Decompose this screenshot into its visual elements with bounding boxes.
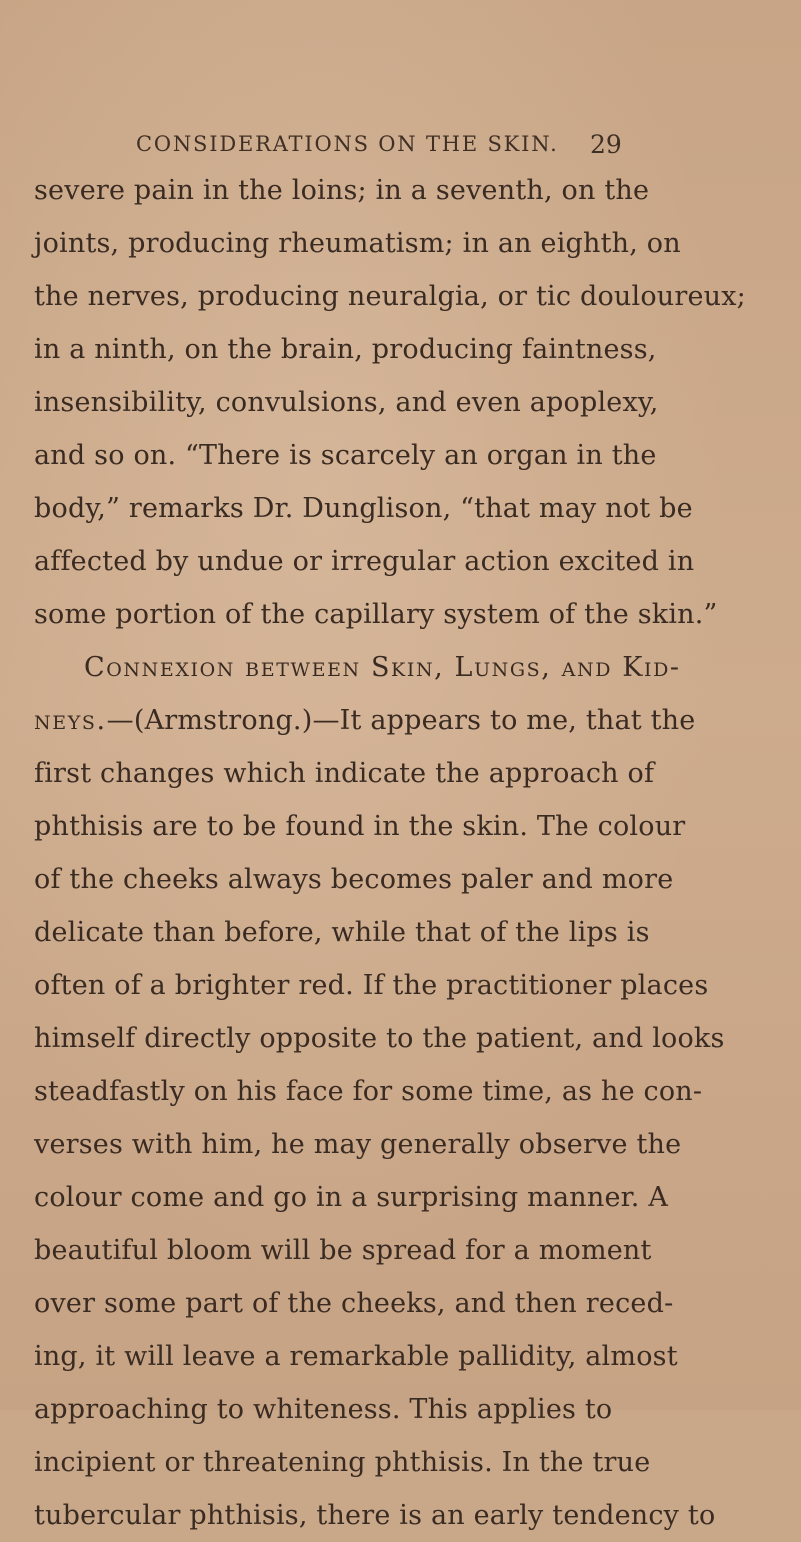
text-line: joints, producing rheumatism; in an eighth, on xyxy=(34,228,681,259)
text-line: insensibility, convulsions, and even apoplexy, xyxy=(34,387,659,418)
text-line: incipient or threatening phthisis. In the true xyxy=(34,1447,651,1478)
text-line: over some part of the cheeks, and then reced- xyxy=(34,1288,674,1319)
text-line: delicate than before, while that of the lips is xyxy=(34,917,650,948)
text-line: verses with him, he may generally observe the xyxy=(34,1129,682,1160)
text-line: beautiful bloom will be spread for a moment xyxy=(34,1235,652,1266)
text-line: severe pain in the loins; in a seventh, on the xyxy=(34,175,650,206)
text-line-continuation: —(Armstrong.)—It appears to me, that the xyxy=(106,705,696,736)
text-line: first changes which indicate the approach of xyxy=(34,758,655,789)
section-heading: Connexion between Skin, Lungs, and Kid- xyxy=(84,652,681,683)
text-line xyxy=(34,694,696,747)
running-title: CONSIDERATIONS ON THE SKIN. xyxy=(136,132,559,156)
text-line: some portion of the capillary system of the skin.” xyxy=(34,599,718,630)
text-line: and so on. “There is scarcely an organ in the xyxy=(34,440,657,471)
body-text xyxy=(34,164,746,1542)
text-line: often of a brighter red. If the practitioner places xyxy=(34,970,709,1001)
text-line: himself directly opposite to the patient, and looks xyxy=(34,1023,725,1054)
text-line: phthisis are to be found in the skin. The colour xyxy=(34,811,686,842)
text-line: colour come and go in a surprising manner. A xyxy=(34,1182,669,1213)
section-heading-continuation: neys. xyxy=(34,705,107,736)
text-line: affected by undue or irregular action excited in xyxy=(34,546,695,577)
text-line: steadfastly on his face for some time, as he con- xyxy=(34,1076,703,1107)
page-number: 29 xyxy=(590,130,622,159)
text-line: the nerves, producing neuralgia, or tic douloureux; xyxy=(34,281,746,312)
text-line: ing, it will leave a remarkable pallidity, almost xyxy=(34,1341,678,1372)
text-line: in a ninth, on the brain, producing faintness, xyxy=(34,334,657,365)
text-line: body,” remarks Dr. Dunglison, “that may not be xyxy=(34,493,693,524)
text-line: of the cheeks always becomes paler and more xyxy=(34,864,674,895)
text-line: approaching to whiteness. This applies to xyxy=(34,1394,613,1425)
text-line: tubercular phthisis, there is an early tendency to xyxy=(34,1500,716,1531)
